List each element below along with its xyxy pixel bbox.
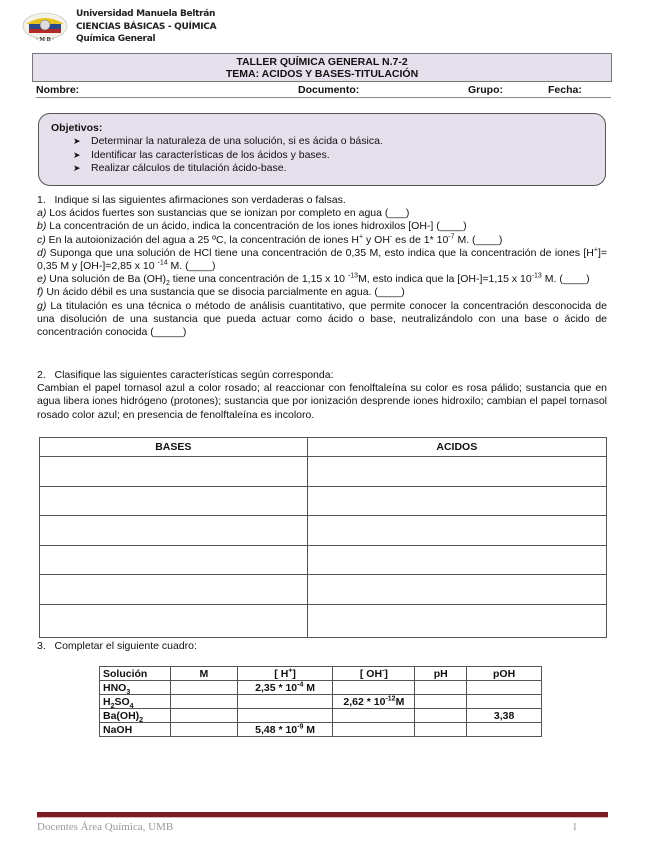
solutions-table: [99, 666, 542, 737]
acids-cell[interactable]: [307, 516, 606, 546]
table-header-row: [40, 438, 607, 457]
solution-name: $H_2SO_4$: [100, 695, 171, 709]
statement-a: a) Los ácidos fuertes son sustancias que se ionizan por completo en agua (___): [37, 207, 410, 220]
poh-cell[interactable]: [467, 681, 542, 695]
molarity-cell[interactable]: [170, 723, 237, 737]
oh-concentration-cell[interactable]: [333, 723, 415, 737]
title-line-2: TEMA: ACIDOS Y BASES-TITULACIÓN: [225, 68, 419, 80]
bases-acids-table: [39, 437, 607, 638]
question-2: [37, 369, 607, 422]
arrow-bullet-icon: ➤: [73, 136, 81, 146]
h-concentration-cell[interactable]: [237, 695, 333, 709]
acids-cell[interactable]: [307, 604, 606, 637]
footer-divider: [37, 812, 608, 818]
oh-concentration-cell[interactable]: [333, 681, 415, 695]
student-info-row: [36, 84, 611, 98]
objectives-title: Objetivos:: [51, 122, 103, 134]
statement-e: e) Una solución de Ba $(OH)_2$ tiene una concentración de 1,15 x 10 $^{-13}$M, esto indica que la [OH-]=1,15 x $10^{-13}$ M. (____): [37, 272, 590, 288]
institution-name: Universidad Manuela Beltrán: [76, 9, 216, 19]
molarity-cell[interactable]: [170, 695, 237, 709]
ph-cell[interactable]: [415, 695, 467, 709]
table-row: [100, 709, 542, 723]
table-header-row: [100, 667, 542, 681]
characteristics-paragraph: Cambian el papel tornasol azul a color rosado; al reaccionar con fenolftaleína su color es rosa pálido; sustancia que en agua libera iones hidrógeno (protones); sustancia que por ionización desprende iones hidroxilo; cambian el papel tornasol rosado color azul; en presencia de fenolftaleína es incoloro.: [37, 382, 607, 421]
bases-cell[interactable]: [40, 545, 308, 575]
question-3: [37, 640, 607, 653]
fecha-label: Fecha:: [548, 84, 582, 96]
title-line-1: TALLER QUÍMICA GENERAL N.7-2: [236, 56, 408, 68]
oh-concentration-cell[interactable]: [333, 709, 415, 723]
solution-name: $Ba(OH)_2$: [100, 709, 171, 723]
bases-cell[interactable]: [40, 486, 308, 516]
table-row: [40, 516, 607, 546]
statement-d: d) Suponga que una solución de HCl tiene una concentración de 0,35 M, esto indica que la concentración de iones [H+]= 0,35 M y [OH-]=2,85 x 10 $^{-14}$ M. (____): [37, 246, 607, 273]
statement-c: c) En la autoionización del agua a 25 ºC, la concentración de iones H+ y OH- es de 1* $10^{-7}$ M. (____): [37, 233, 503, 246]
oh-concentration-header: [ OH-]: [333, 667, 415, 681]
statement-b: b) La concentración de un ácido, indica la concentración de los iones hidroxilos [OH-] (____): [37, 220, 467, 233]
svg-text:· M B ·: · M B ·: [35, 37, 55, 43]
question-2-heading: 2. Clasifique las siguientes características según corresponda:: [37, 369, 334, 381]
ph-header: pH: [415, 667, 467, 681]
h-concentration-header: [ H+]: [237, 667, 333, 681]
molarity-cell[interactable]: [170, 709, 237, 723]
acids-cell[interactable]: [307, 486, 606, 516]
arrow-bullet-icon: ➤: [73, 149, 81, 160]
table-row: [40, 545, 607, 575]
ph-cell[interactable]: [415, 681, 467, 695]
page-title: [32, 53, 612, 82]
bases-cell[interactable]: [40, 457, 308, 487]
objectives-box: [38, 113, 606, 186]
table-row: [40, 604, 607, 637]
molarity-header: M: [170, 667, 237, 681]
question-1: [37, 194, 607, 339]
statement-g: g) La titulación es una técnica o método de análisis cuantitativo, que permite conocer la concentración desconocida de una disolución de una sustancia que pueda actuar como ácido o base, neutralizándolo con una base o ácido de concentración conocida (_____): [37, 299, 607, 339]
objective-text: Realizar cálculos de titulación ácido-base.: [91, 162, 287, 174]
poh-cell[interactable]: [467, 723, 542, 737]
ph-cell[interactable]: [415, 709, 467, 723]
documento-label: Documento:: [298, 84, 360, 96]
bases-cell[interactable]: [40, 575, 308, 605]
objective-text: Identificar las características de los ácidos y bases.: [91, 148, 330, 161]
solucion-header: Solución: [100, 667, 171, 681]
solution-name: NaOH: [100, 723, 171, 737]
poh-cell[interactable]: 3,38: [467, 709, 542, 723]
table-row: [40, 486, 607, 516]
molarity-cell[interactable]: [170, 681, 237, 695]
acids-cell[interactable]: [307, 545, 606, 575]
table-row: [100, 695, 542, 709]
table-row: [40, 575, 607, 605]
h-concentration-cell[interactable]: [237, 709, 333, 723]
statement-f: f) Un ácido débil es una sustancia que se disocia parcialmente en agua. (____): [37, 286, 405, 299]
acids-cell[interactable]: [307, 457, 606, 487]
solution-name: $HNO_3$: [100, 681, 171, 695]
objective-text: Determinar la naturaleza de una solución, si es ácida o básica.: [91, 135, 383, 147]
bases-header: BASES: [40, 438, 308, 457]
acids-cell[interactable]: [307, 575, 606, 605]
h-concentration-cell[interactable]: $5,48 * 10^{-9}$ M: [237, 723, 333, 737]
page-number: 1: [572, 821, 578, 833]
poh-header: pOH: [467, 667, 542, 681]
table-row: [100, 723, 542, 737]
grupo-label: Grupo:: [468, 84, 503, 96]
poh-cell[interactable]: [467, 695, 542, 709]
bases-cell[interactable]: [40, 516, 308, 546]
arrow-bullet-icon: ➤: [73, 163, 81, 173]
course-name: Química General: [76, 34, 156, 44]
objective-item: [51, 149, 605, 163]
table-row: [40, 457, 607, 487]
h-concentration-cell[interactable]: $2,35 * 10^{-4}$ M: [237, 681, 333, 695]
oh-concentration-cell[interactable]: $2,62 * 10^{-12}M$: [333, 695, 415, 709]
bases-cell[interactable]: [40, 604, 308, 637]
institution-block: [76, 8, 216, 46]
objective-item: [51, 162, 605, 176]
university-crest-icon: [20, 10, 70, 44]
ph-cell[interactable]: [415, 723, 467, 737]
question-3-heading: 3. Completar el siguiente cuadro:: [37, 640, 197, 652]
nombre-label: Nombre:: [36, 84, 80, 96]
department-name: CIENCIAS BÁSICAS - QUÍMICA: [76, 21, 217, 32]
table-row: [100, 681, 542, 695]
acids-header: ACIDOS: [307, 438, 606, 457]
footer-text: Docentes Área Química, UMB: [37, 821, 174, 833]
objective-item: [51, 135, 605, 149]
question-1-heading: 1. Indique si las siguientes afirmaciones son verdaderas o falsas.: [37, 194, 346, 206]
